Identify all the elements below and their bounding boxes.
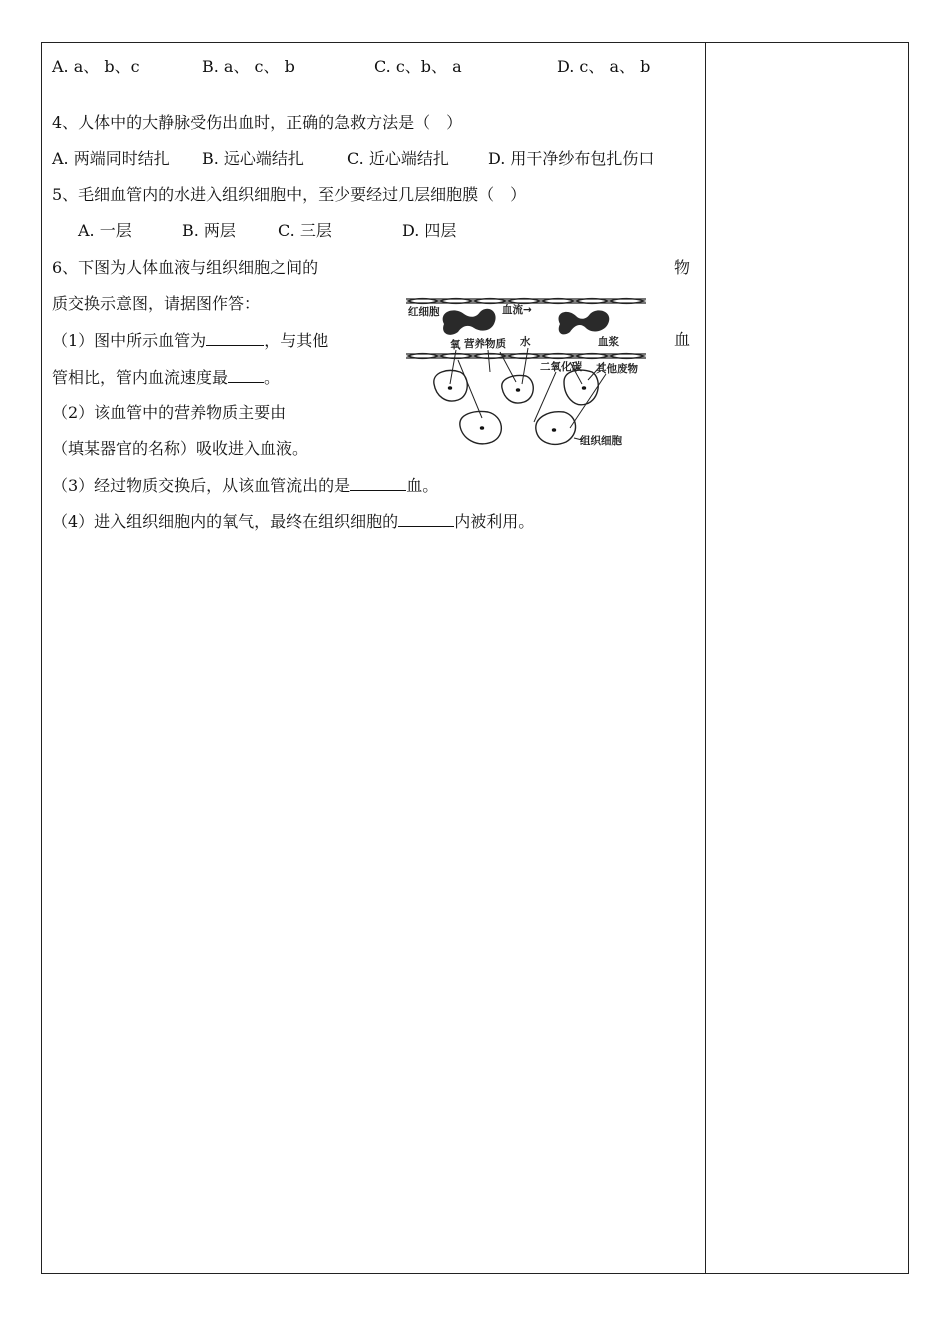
q6-line3-right: 血 [674, 330, 691, 349]
q5-option-a: A. 一层 [78, 221, 132, 240]
q3-option-d: D. c、 a、 b [557, 57, 651, 76]
q5-options [78, 220, 456, 242]
label-plasma: 血浆 [598, 336, 619, 348]
q3-options [52, 56, 650, 78]
answer-blank-4[interactable] [398, 510, 454, 527]
tissue-cell-1 [434, 371, 467, 402]
answer-blank-1[interactable] [206, 329, 264, 346]
q4-option-d: D. 用干净纱布包扎伤口 [488, 149, 655, 168]
q6-sub1: （1）图中所示血管为 ，与其他 [52, 331, 329, 350]
label-red-cell: 红细胞 [408, 306, 440, 318]
q3-option-b: B. a、 c、 b [202, 57, 295, 76]
answer-blank-3[interactable] [350, 474, 406, 491]
label-nutrients: 营养物质 [464, 338, 506, 350]
q6-sub1-cont: 管相比，管内血流速度最 。 [52, 368, 281, 387]
q5-stem: 5、毛细血管内的水进入组织细胞中，至少要经过几层细胞膜（ ） [52, 185, 527, 204]
capillary-wall-top [406, 299, 646, 304]
tissue-cell-3 [564, 370, 598, 405]
exchange-lines [450, 348, 606, 440]
label-blood-flow: 血流→ [502, 304, 532, 316]
column-divider [705, 42, 706, 1274]
capillary-exchange-diagram [404, 272, 650, 454]
q5-option-d: D. 四层 [402, 221, 457, 240]
q6-line1-right: 物 [674, 258, 691, 277]
label-co2: 二氧化碳 [540, 361, 582, 373]
q6-line2: 质交换示意图，请据图作答： [52, 294, 261, 313]
red-blood-cell-left [443, 309, 496, 335]
label-tissue-cell: 组织细胞 [580, 435, 622, 447]
q4-options [52, 148, 654, 170]
tissue-cell-5 [536, 412, 576, 445]
q5-option-b: B. 两层 [182, 221, 236, 240]
answer-blank-2[interactable] [228, 366, 264, 383]
q6-sub2: （2）该血管中的营养物质主要由 [52, 403, 287, 422]
label-waste: 其他废物 [596, 363, 638, 375]
q6-sub2-cont: （填某器官的名称）吸收进入血液。 [52, 439, 309, 458]
label-water: 水 [520, 336, 531, 348]
q4-option-a: A. 两端同时结扎 [52, 149, 170, 168]
q6-sub4: （4）进入组织细胞内的氧气，最终在组织细胞的 内被利用。 [52, 512, 535, 531]
label-oxygen: 氧 [450, 339, 461, 351]
q4-stem: 4、人体中的大静脉受伤出血时，正确的急救方法是（ ） [52, 113, 463, 132]
q4-option-b: B. 远心端结扎 [202, 149, 304, 168]
q3-option-a: A. a、 b、c [52, 57, 140, 76]
q6-sub3: （3）经过物质交换后，从该血管流出的是 血。 [52, 476, 439, 495]
q6-line1: 6、下图为人体血液与组织细胞之间的 [52, 258, 319, 277]
q4-option-c: C. 近心端结扎 [347, 149, 449, 168]
q3-option-c: C. c、b、 a [374, 57, 462, 76]
red-blood-cell-right [559, 310, 610, 334]
q5-option-c: C. 三层 [278, 221, 332, 240]
